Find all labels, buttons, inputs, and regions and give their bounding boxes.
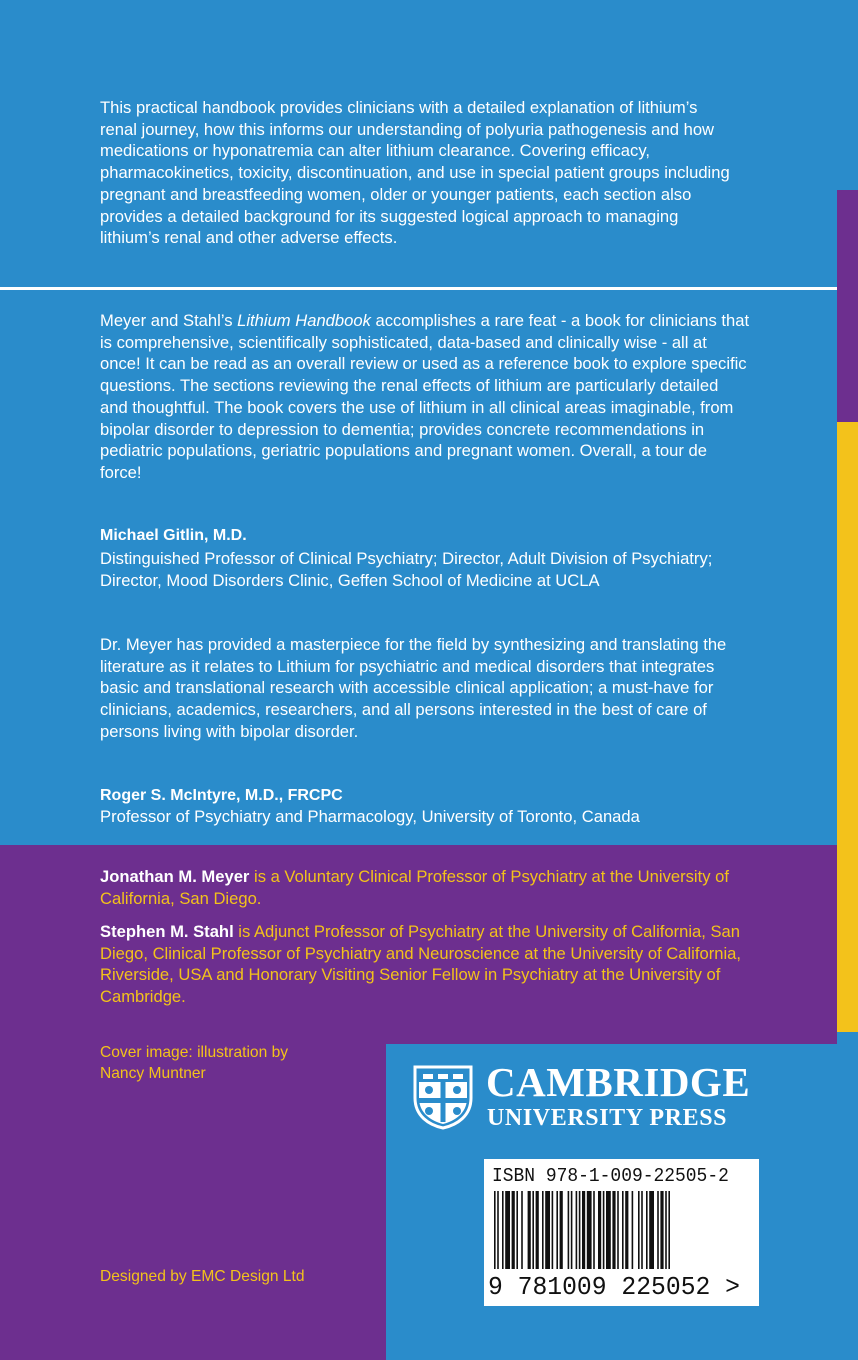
publisher-name: CAMBRIDGE [486,1059,751,1105]
endorsement-quote-1 [100,310,750,484]
author-name-2: Stephen M. Stahl [100,922,234,941]
author-bio-text-1: is a Voluntary Clinical Professor of Psychiatry at the University of California, San Diego. [100,867,729,908]
author-bio-1 [100,866,750,909]
cover-image-credit: Cover image: illustration by Nancy Muntner [100,1044,289,1082]
spine-edge-yellow-strip [837,422,858,1032]
isbn-digits: 9 781009 225052 > [488,1272,740,1302]
quote-rest: accomplishes a rare feat - a book for clinicians that is comprehensive, scientifically sophisticated, data-based and clinically wise - all at once! It can be read as an overall review or used as a reference book to explore specific questions. The sections reviewing the renal effects of lithium are particularly detailed and thoughtful. The book covers the use of lithium in all clinical areas imaginable, from bipolar disorder to depression to dementia; provides concrete recommendations in pediatric populations, geriatric populations and pregnant women. Overall, a tour de force! [100,311,750,482]
endorser-name-1: Michael Gitlin, M.D. [100,527,247,544]
endorsement-quote-2: Dr. Meyer has provided a masterpiece for the field by synthesizing and translating the literature as it relates to Lithium for psychiatric and medical disorders that integrates basic and translational research with accessible clinical application; a must-have for clinicians, academics, researchers, and all persons interested in the best of care of persons living with bipolar disorder. [100,635,727,741]
endorser-name-2: Roger S. McIntyre, M.D., FRCPC [100,787,343,804]
spine-edge-purple-strip [837,190,858,422]
endorser-role-1: Distinguished Professor of Clinical Psychiatry; Director, Adult Division of Psychiatry; Director, Mood Disorders Clinic, Geffen School of Medicine at UCLA [100,549,713,590]
book-title-italic: Lithium Handbook [237,311,371,330]
author-name-1: Jonathan M. Meyer [100,867,250,886]
barcode-bars [492,1191,746,1269]
cambridge-crest-icon [412,1064,474,1130]
endorser-role-2: Professor of Psychiatry and Pharmacology, University of Toronto, Canada [100,807,640,826]
quote-lead: Meyer and Stahl’s [100,311,238,330]
author-bio-text-2: is Adjunct Professor of Psychiatry at the University of California, San Diego, Clinical Professor of Psychiatry and Neuroscience at the University of California, Riverside, USA and Honorary Visiting Senior Fellow in Psychiatry at the University of Cambridge. [100,922,741,1007]
section-divider [0,287,837,290]
book-description: This practical handbook provides clinicians with a detailed explanation of lithium’s renal journey, how this informs our understanding of polyuria pathogenesis and how medications or hyponatremia can alter lithium clearance. Covering efficacy, pharmacokinetics, toxicity, discontinuation, and use in special patient groups including pregnant and breastfeeding women, older or younger patients, each section also provides a detailed background for its suggested logical approach to managing lithium’s renal and other adverse effects. [100,98,730,248]
publisher-subtitle: UNIVERSITY PRESS [487,1105,728,1131]
design-credit: Designed by EMC Design Ltd [100,1268,305,1285]
isbn-label: ISBN 978-1-009-22505-2 [492,1165,729,1187]
author-bio-2 [100,921,750,1008]
